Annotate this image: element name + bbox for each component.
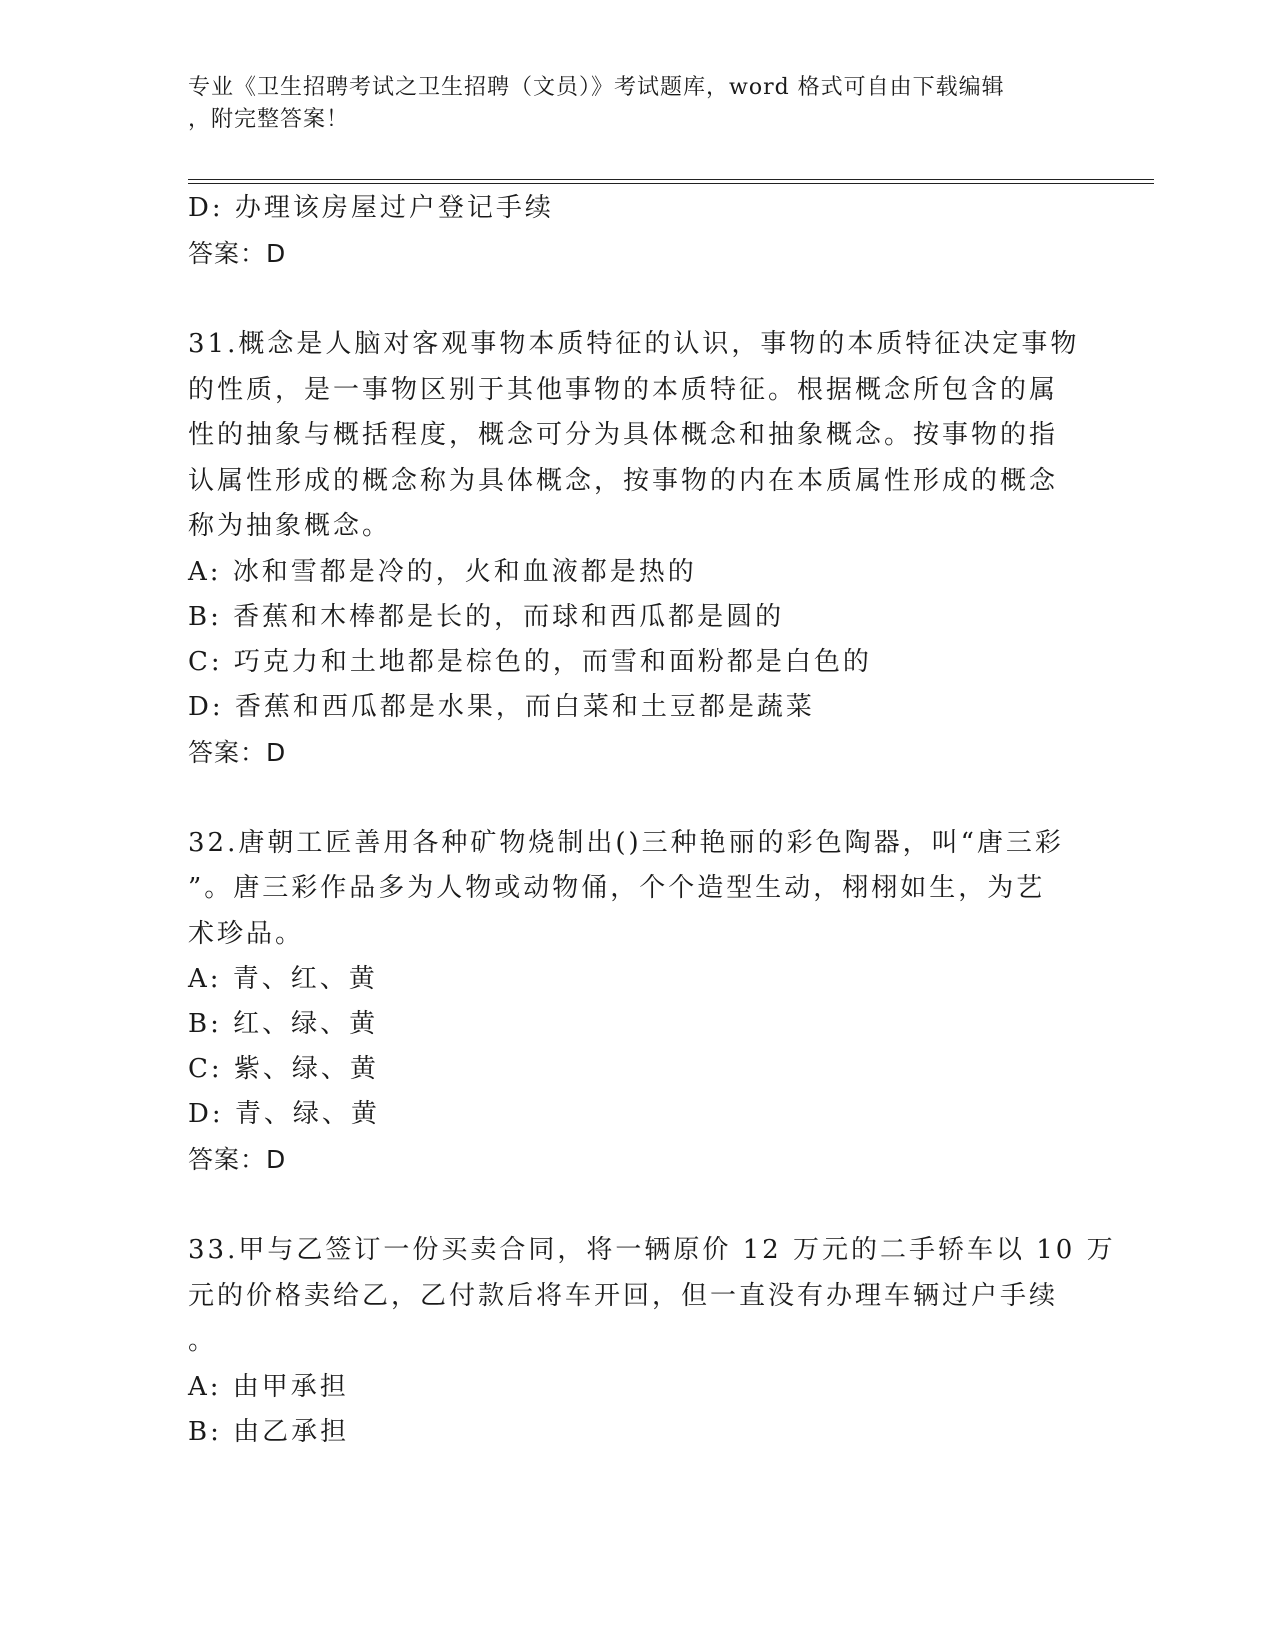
q31-option-b: B: 香蕉和木棒都是长的，而球和西瓜都是圆的 [188, 601, 785, 632]
prev-answer: 答案：D [188, 239, 287, 268]
q31-stem-line-4: 认属性形成的概念称为具体概念，按事物的内在本质属性形成的概念 [188, 465, 1059, 496]
q31-answer: 答案：D [188, 737, 287, 767]
q32-option-c: C: 紫、绿、黄 [188, 1054, 379, 1084]
q32-option-d: D: 青、绿、黄 [188, 1099, 380, 1129]
header-line-2: ，附完整答案！ [188, 107, 350, 132]
q32-option-a: A: 青、红、黄 [188, 964, 378, 994]
header-divider-top [188, 179, 1154, 180]
q31-option-a: A: 冰和雪都是冷的，火和血液都是热的 [188, 556, 697, 587]
q31-stem-line-2: 的性质，是一事物区别于其他事物的本质特征。根据概念所包含的属 [188, 374, 1059, 405]
q33-stem-line-2: 元的价格卖给乙，乙付款后将车开回，但一直没有办理车辆过户手续 [188, 1280, 1059, 1311]
header-divider-bottom [188, 183, 1154, 184]
header-line-1: 专业《卫生招聘考试之卫生招聘（文员）》考试题库，word 格式可自由下载编辑 [188, 75, 1005, 100]
q32-stem-line-1: 32.唐朝工匠善用各种矿物烧制出()三种艳丽的彩色陶器，叫“唐三彩 [188, 827, 1064, 858]
q33-option-b: B: 由乙承担 [188, 1416, 350, 1447]
q33-stem-line-1: 33.甲与乙签订一份买卖合同，将一辆原价 12 万元的二手轿车以 10 万 [188, 1235, 1116, 1265]
document-body [188, 186, 1116, 1455]
q31-option-d: D: 香蕉和西瓜都是水果，而白菜和土豆都是蔬菜 [188, 691, 815, 722]
q32-answer: 答案：D [188, 1145, 287, 1174]
question-32 [188, 821, 1078, 1183]
q33-stem-line-3: 。 [188, 1326, 218, 1356]
q31-stem-line-1: 31.概念是人脑对客观事物本质特征的认识，事物的本质特征决定事物 [188, 329, 1080, 359]
q31-option-c: C: 巧克力和土地都是棕色的，而雪和面粉都是白色的 [188, 646, 872, 677]
q31-stem-line-3: 性的抽象与概括程度，概念可分为具体概念和抽象概念。按事物的指 [188, 420, 1059, 450]
question-33 [188, 1228, 1116, 1455]
q32-stem-line-2: ”。唐三彩作品多为人物或动物俑，个个造型生动，栩栩如生，为艺 [188, 873, 1046, 903]
q31-stem-line-5: 称为抽象概念。 [188, 511, 392, 541]
q33-option-a: A: 由甲承担 [188, 1371, 349, 1402]
document-header [188, 72, 1088, 136]
q32-stem-line-3: 术珍品。 [188, 918, 305, 949]
prev-option-d: D: 办理该房屋过户登记手续 [188, 193, 554, 223]
q32-option-b: B: 红、绿、黄 [188, 1009, 379, 1039]
question-31 [188, 322, 1078, 775]
